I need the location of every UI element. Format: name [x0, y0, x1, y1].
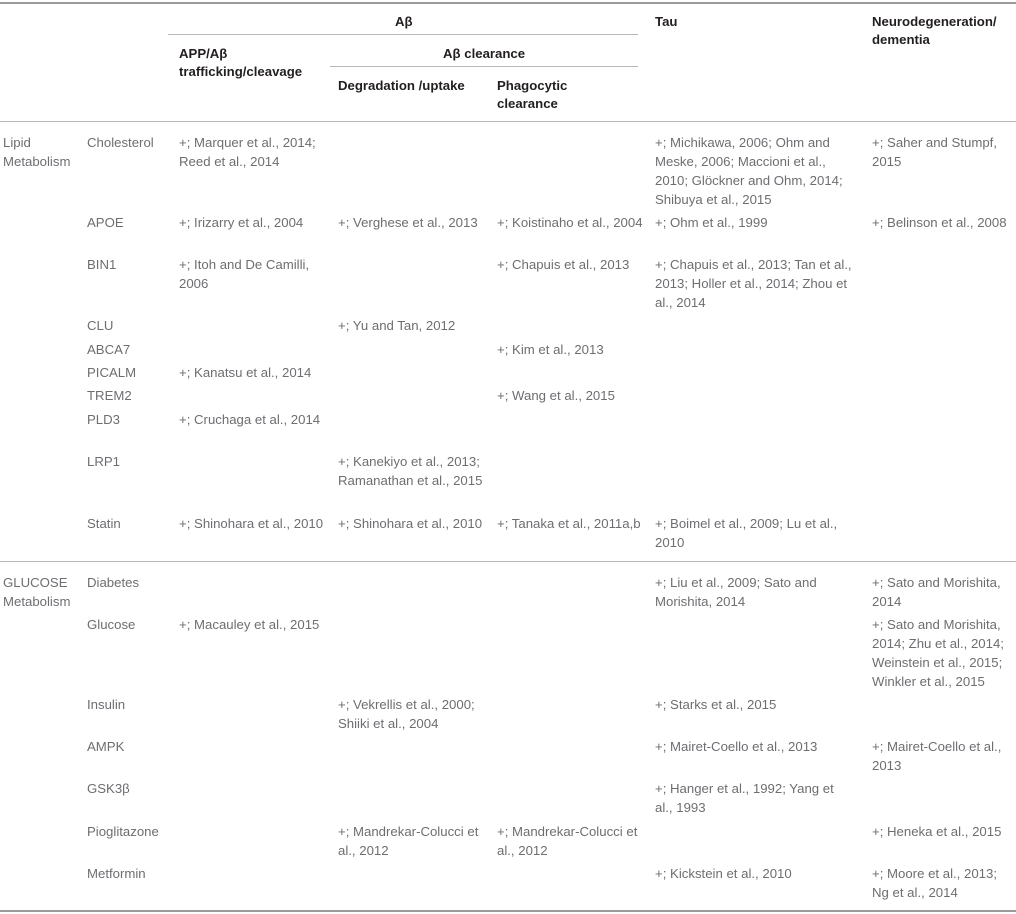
- clearance-group-rule: [330, 66, 638, 67]
- row-factor: APOE: [87, 215, 124, 230]
- row-factor: Glucose: [87, 617, 136, 632]
- row-factor: Diabetes: [87, 575, 140, 590]
- table-bottom-rule: [0, 910, 1016, 912]
- row-factor: Pioglitazone: [87, 824, 159, 839]
- cell-tau: +; Mairet-Coello et al., 2013: [655, 739, 818, 754]
- cell-phag: +; Chapuis et al., 2013: [497, 257, 630, 272]
- cell-deg: +; Verghese et al., 2013: [338, 215, 478, 230]
- cell-deg: +; Shinohara et al., 2010: [338, 516, 483, 531]
- cell-deg: +; Vekrellis et al., 2000; Shiiki et al., 2004: [338, 697, 475, 731]
- cell-phag: +; Kim et al., 2013: [497, 342, 604, 357]
- header-app-trafficking: APP/Aβ trafficking/cleavage: [179, 46, 303, 79]
- cell-tau: +; Kickstein et al., 2010: [655, 866, 792, 881]
- row-factor: Statin: [87, 516, 121, 531]
- group-label-glucose: GLUCOSE Metabolism: [3, 575, 71, 609]
- cell-tau: +; Starks et al., 2015: [655, 697, 777, 712]
- cell-tau: +; Ohm et al., 1999: [655, 215, 768, 230]
- row-factor: PLD3: [87, 412, 120, 427]
- row-factor: CLU: [87, 318, 114, 333]
- cell-tau: +; Boimel et al., 2009; Lu et al., 2010: [655, 516, 838, 550]
- row-factor: Metformin: [87, 866, 146, 881]
- group-divider-rule: [0, 561, 1016, 562]
- cell-app: +; Itoh and De Camilli, 2006: [179, 257, 310, 291]
- row-factor: Insulin: [87, 697, 126, 712]
- cell-app: +; Kanatsu et al., 2014: [179, 365, 312, 380]
- cell-tau: +; Michikawa, 2006; Ohm and Meske, 2006; Maccioni et al., 2010; Glöckner and Ohm, 2014; Shibuya et al., 2015: [655, 135, 843, 207]
- cell-tau: +; Chapuis et al., 2013; Tan et al., 2013; Holler et al., 2014; Zhou et al., 2014: [655, 257, 852, 310]
- cell-neuro: +; Moore et al., 2013; Ng et al., 2014: [872, 866, 997, 900]
- cell-neuro: +; Heneka et al., 2015: [872, 824, 1002, 839]
- cell-deg: +; Mandrekar-Colucci et al., 2012: [338, 824, 479, 858]
- header-ab-clearance: Aβ clearance: [443, 46, 526, 61]
- cell-neuro: +; Saher and Stumpf, 2015: [872, 135, 997, 169]
- row-factor: TREM2: [87, 388, 132, 403]
- row-factor: PICALM: [87, 365, 137, 380]
- cell-app: +; Irizarry et al., 2004: [179, 215, 304, 230]
- cell-phag: +; Mandrekar-Colucci et al., 2012: [497, 824, 638, 858]
- cell-phag: +; Koistinaho et al., 2004: [497, 215, 643, 230]
- group-label-lipid: Lipid Metabolism: [3, 135, 71, 169]
- row-factor: BIN1: [87, 257, 117, 272]
- cell-deg: +; Kanekiyo et al., 2013; Ramanathan et al., 2015: [338, 454, 483, 488]
- cell-neuro: +; Sato and Morishita, 2014; Zhu et al., 2014; Weinstein et al., 2015; Winkler et al., 2015: [872, 617, 1004, 689]
- row-factor: AMPK: [87, 739, 125, 754]
- cell-app: +; Macauley et al., 2015: [179, 617, 320, 632]
- cell-deg: +; Yu and Tan, 2012: [338, 318, 456, 333]
- cell-tau: +; Liu et al., 2009; Sato and Morishita, 2014: [655, 575, 817, 609]
- header-neurodegeneration: Neurodegeneration/ dementia: [872, 14, 997, 47]
- cell-phag: +; Tanaka et al., 2011a,b: [497, 516, 641, 531]
- cell-app: +; Cruchaga et al., 2014: [179, 412, 321, 427]
- cell-neuro: +; Sato and Morishita, 2014: [872, 575, 1001, 609]
- table-top-rule: [0, 2, 1016, 4]
- cell-neuro: +; Mairet-Coello et al., 2013: [872, 739, 1002, 773]
- cell-phag: +; Wang et al., 2015: [497, 388, 615, 403]
- ab-group-rule: [168, 34, 638, 35]
- cell-app: +; Marquer et al., 2014; Reed et al., 2014: [179, 135, 316, 169]
- header-ab: Aβ: [395, 14, 413, 29]
- row-factor: ABCA7: [87, 342, 131, 357]
- header-degradation-uptake: Degradation /uptake: [338, 78, 465, 93]
- row-factor: Cholesterol: [87, 135, 154, 150]
- cell-app: +; Shinohara et al., 2010: [179, 516, 324, 531]
- row-factor: GSK3β: [87, 781, 130, 796]
- cell-neuro: +; Belinson et al., 2008: [872, 215, 1007, 230]
- header-tau: Tau: [655, 14, 678, 29]
- cell-tau: +; Hanger et al., 1992; Yang et al., 1993: [655, 781, 834, 815]
- row-factor: LRP1: [87, 454, 120, 469]
- header-phagocytic-clearance: Phagocytic clearance: [497, 78, 568, 111]
- header-bottom-rule: [0, 121, 1016, 122]
